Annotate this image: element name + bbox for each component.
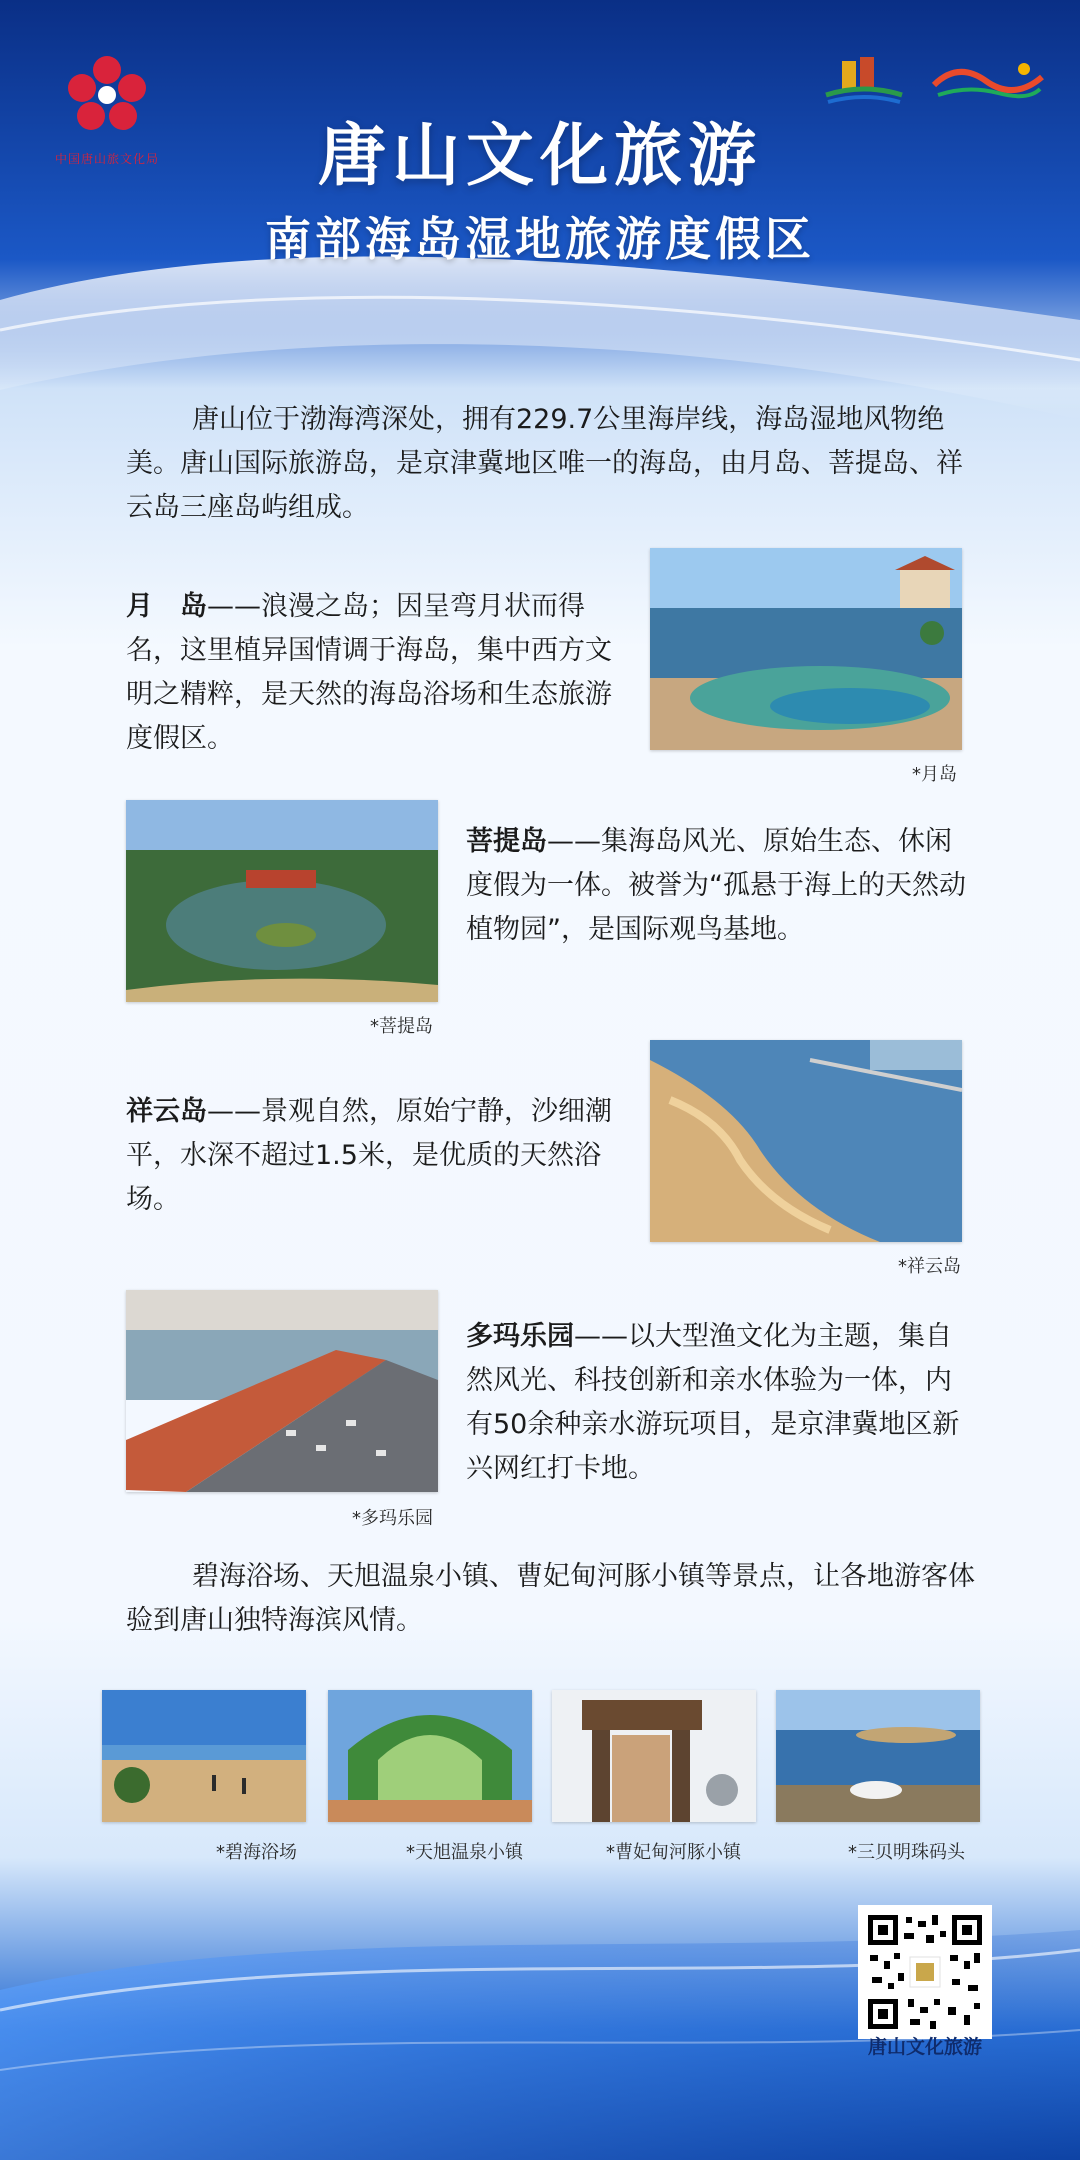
logo-left-text: 中国唐山旅文化局 xyxy=(54,152,159,166)
page-title: 唐山文化旅游 xyxy=(317,117,762,196)
section-title: 菩提岛 xyxy=(466,826,547,857)
tourism-emblem-icon xyxy=(822,55,906,107)
gallery-caption-hetun: *曹妃甸河豚小镇 xyxy=(606,1842,741,1863)
photo-putidao xyxy=(126,800,438,1002)
section-yuedao xyxy=(126,585,636,761)
gallery-photo-tianxu xyxy=(328,1690,532,1822)
bottom-paragraph: 碧海浴场、天旭温泉小镇、曹妃甸河豚小镇等景点，让各地游客体验到唐山独特海滨风情。 xyxy=(126,1561,975,1636)
caption-duoma: *多玛乐园 xyxy=(352,1508,433,1529)
section-title: 多玛乐园 xyxy=(466,1321,574,1352)
gallery-caption-tianxu: *天旭温泉小镇 xyxy=(406,1842,523,1863)
section-text: ——浪漫之岛；因呈弯月状而得名，这里植异国情调于海岛，集中西方文明之精粹，是天然的海岛浴场和生态旅游度假区。 xyxy=(126,591,612,754)
intro-paragraph: 唐山位于渤海湾深处，拥有229.7公里海岸线，海岛湿地风物绝美。唐山国际旅游岛，是京津冀地区唯一的海岛，由月岛、菩提岛、祥云岛三座岛屿组成。 xyxy=(126,404,963,523)
gallery-photo-sanbei xyxy=(776,1690,980,1822)
gallery-caption-sanbei: *三贝明珠码头 xyxy=(848,1842,965,1863)
caption-putidao: *菩提岛 xyxy=(370,1016,433,1037)
gallery-photo-bihai xyxy=(102,1690,306,1822)
photo-yuedao xyxy=(650,548,962,750)
qr-label: 唐山文化旅游 xyxy=(867,2036,982,2058)
qr-code-icon xyxy=(864,1911,986,2033)
qr-code[interactable] xyxy=(858,1905,992,2039)
section-title: 月 岛 xyxy=(126,591,207,622)
section-title: 祥云岛 xyxy=(126,1096,207,1127)
caption-xiangyundao: *祥云岛 xyxy=(898,1256,961,1277)
photo-xiangyundao xyxy=(650,1040,962,1242)
section-xiangyundao xyxy=(126,1090,636,1222)
section-text: ——集海岛风光、原始生态、休闲度假为一体。被誉为“孤悬于海上的天然动植物园”，是国际观鸟基地。 xyxy=(466,826,966,945)
section-putidao xyxy=(466,820,976,952)
section-text: ——景观自然，原始宁静，沙细潮平，水深不超过1.5米，是优质的天然浴场。 xyxy=(126,1096,612,1215)
section-duoma xyxy=(466,1315,976,1491)
page-subtitle: 南部海岛湿地旅游度假区 xyxy=(265,212,815,266)
photo-duoma xyxy=(126,1290,438,1492)
gallery-caption-bihai: *碧海浴场 xyxy=(216,1842,297,1863)
caption-yuedao: *月岛 xyxy=(912,764,957,785)
gallery-photo-hetun xyxy=(552,1690,756,1822)
section-text: ——以大型渔文化为主题，集自然风光、科技创新和亲水体验为一体，内有50余种亲水游玩项目，是京津冀地区新兴网红打卡地。 xyxy=(466,1321,960,1484)
tangshan-script-icon xyxy=(928,55,1048,107)
